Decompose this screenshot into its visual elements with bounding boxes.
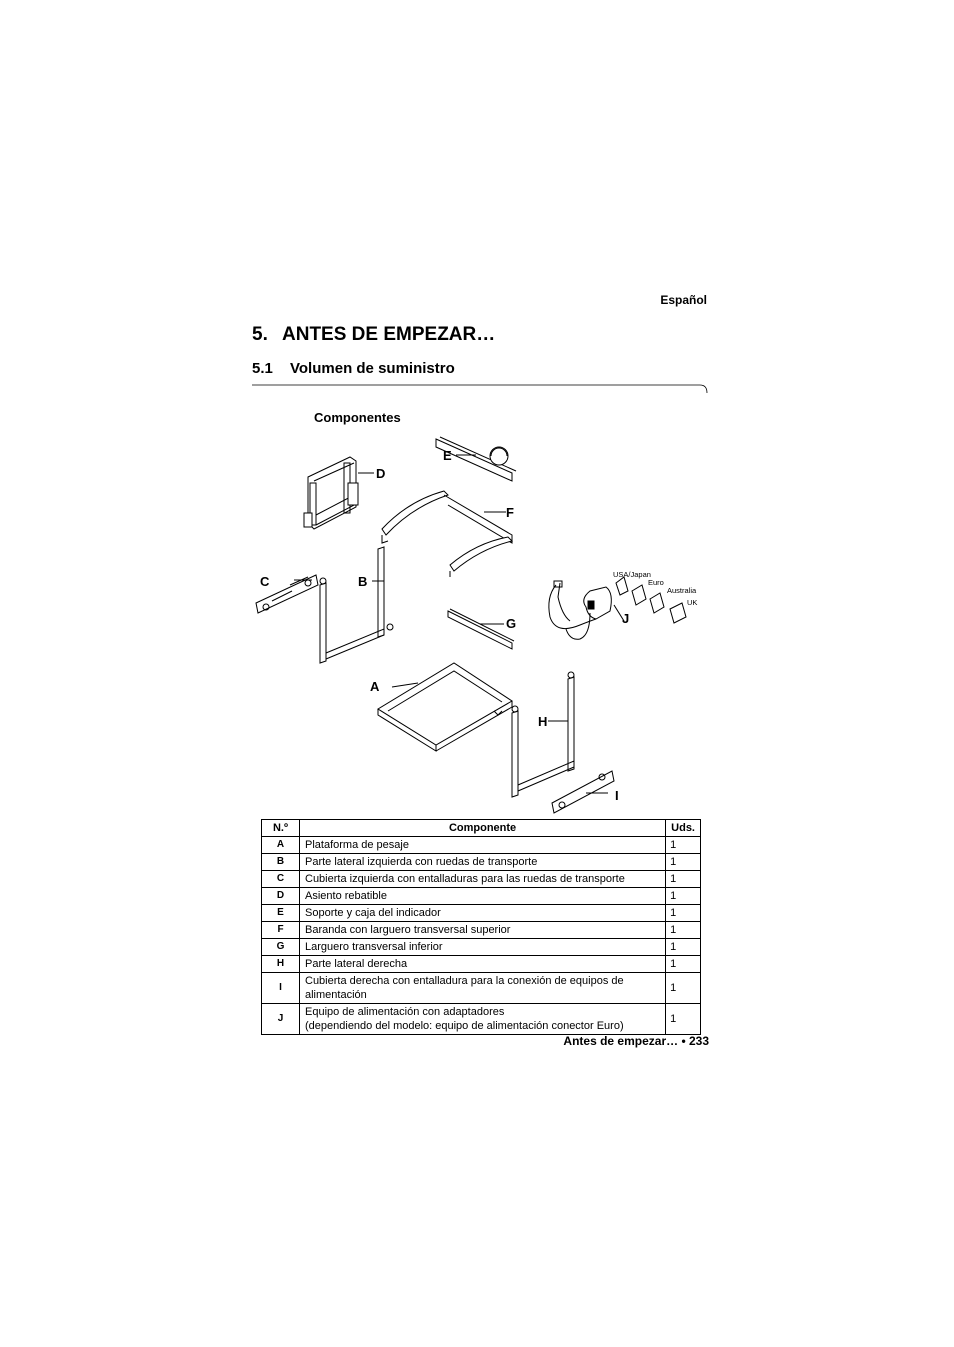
part-f-handrail (382, 491, 512, 577)
adapter-label-australia: Australia (667, 586, 697, 595)
adapter-label-euro: Euro (648, 578, 664, 587)
row-component-line1: Equipo de alimentación con adaptadores (305, 1006, 505, 1018)
row-quantity: 1 (666, 922, 701, 939)
row-component (300, 1004, 666, 1035)
label-g: G (506, 616, 517, 631)
row-component: Asiento rebatible (300, 888, 666, 905)
table-row (262, 837, 701, 854)
row-number: D (262, 888, 300, 905)
adapter-label-usa-japan: USA/Japan (613, 570, 651, 579)
row-quantity: 1 (666, 854, 701, 871)
label-b: B (358, 574, 368, 589)
row-component: Baranda con larguero transversal superior (300, 922, 666, 939)
part-d-folding-seat (304, 457, 374, 529)
page-footer: Antes de empezar… • 233 (563, 1034, 709, 1048)
row-number: J (262, 1004, 300, 1035)
label-e: E (443, 448, 452, 463)
figure-title: Componentes (314, 410, 401, 425)
row-component: Plataforma de pesaje (300, 837, 666, 854)
part-g-lower-crossbar (448, 609, 517, 649)
subsection-heading (252, 360, 455, 377)
label-j: J (622, 611, 630, 626)
components-table (261, 819, 701, 1035)
row-quantity: 1 (666, 973, 701, 1004)
row-quantity: 1 (666, 871, 701, 888)
header-quantity: Uds. (666, 820, 701, 837)
header-number: N.º (262, 820, 300, 837)
row-number: F (262, 922, 300, 939)
row-quantity: 1 (666, 837, 701, 854)
table-row (262, 854, 701, 871)
table-header-row (262, 820, 701, 837)
part-i-right-cover (552, 771, 614, 813)
table-row (262, 956, 701, 973)
part-h-right-side (512, 672, 574, 797)
row-component: Larguero transversal inferior (300, 939, 666, 956)
row-component: Parte lateral izquierda con ruedas de transporte (300, 854, 666, 871)
header-component: Componente (300, 820, 666, 837)
section-number: 5. (252, 324, 268, 345)
row-component: Cubierta derecha con entalladura para la conexión de equipos de alimentación (300, 973, 666, 1004)
row-quantity: 1 (666, 939, 701, 956)
row-quantity: 1 (666, 905, 701, 922)
section-rule (252, 384, 708, 394)
row-component: Cubierta izquierda con entalladuras para las ruedas de transporte (300, 871, 666, 888)
table-row (262, 973, 701, 1004)
row-number: G (262, 939, 300, 956)
section-heading (252, 324, 495, 346)
row-quantity: 1 (666, 888, 701, 905)
row-component-line2: (dependiendo del modelo: equipo de alimentación conector Euro) (305, 1020, 624, 1032)
adapter-label-uk: UK (687, 598, 698, 607)
row-number: A (262, 837, 300, 854)
row-component: Soporte y caja del indicador (300, 905, 666, 922)
components-illustration (250, 425, 710, 820)
part-a-weighing-platform (378, 663, 512, 751)
table-row (262, 922, 701, 939)
row-component: Parte lateral derecha (300, 956, 666, 973)
subsection-title: Volumen de suministro (290, 360, 455, 377)
table-row (262, 939, 701, 956)
row-quantity: 1 (666, 956, 701, 973)
table-row (262, 888, 701, 905)
row-number: B (262, 854, 300, 871)
label-c: C (260, 574, 270, 589)
label-i: I (615, 788, 619, 803)
row-number: E (262, 905, 300, 922)
row-number: H (262, 956, 300, 973)
table-row (262, 1004, 701, 1035)
section-title: ANTES DE EMPEZAR… (282, 324, 496, 345)
label-a: A (370, 679, 380, 694)
language-label: Español (660, 293, 707, 307)
subsection-number: 5.1 (252, 360, 273, 377)
row-quantity: 1 (666, 1004, 701, 1035)
label-f: F (506, 505, 514, 520)
part-j-power-supply (549, 577, 686, 639)
row-number: I (262, 973, 300, 1004)
part-b-left-side (320, 547, 393, 663)
row-number: C (262, 871, 300, 888)
label-h: H (538, 714, 548, 729)
table-row (262, 905, 701, 922)
table-row (262, 871, 701, 888)
label-d: D (376, 466, 386, 481)
